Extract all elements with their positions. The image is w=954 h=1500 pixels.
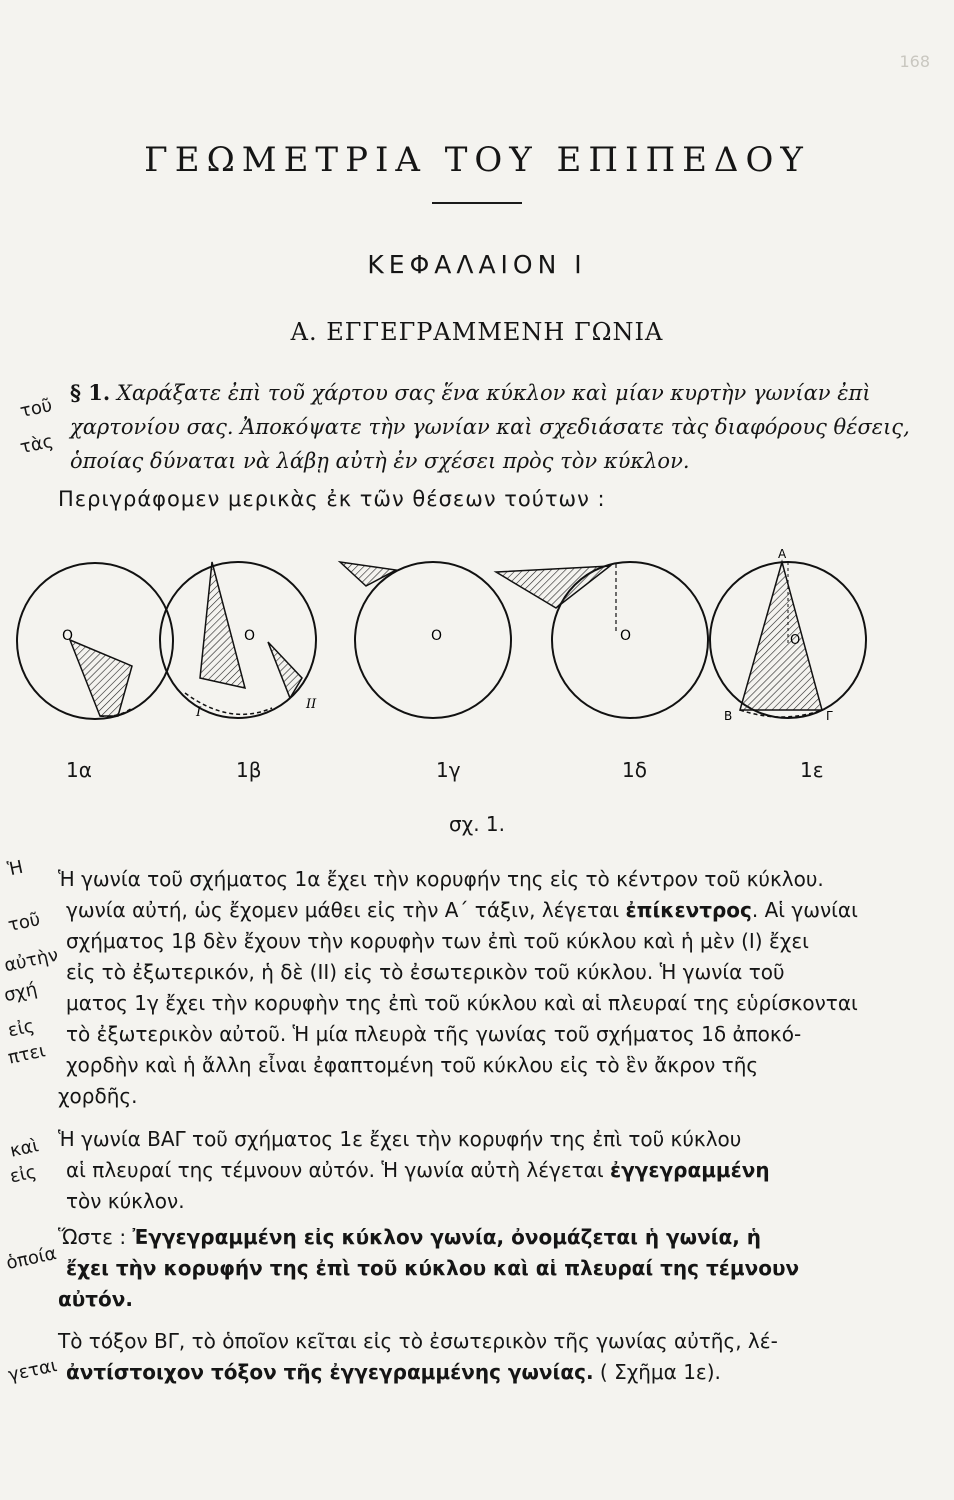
figure-1b xyxy=(160,562,317,720)
margin-word: τὰς xyxy=(18,430,56,459)
body-line-tail: ( Σχῆμα 1ε). xyxy=(593,1360,721,1384)
margin-word: πτει xyxy=(6,1040,48,1069)
margin-word: ὁποία xyxy=(4,1242,59,1275)
margin-word: τοῦ xyxy=(18,394,55,423)
body-line: ματος 1γ ἔχει τὴν κορυφὴν της ἐπὶ τοῦ κύκλου καὶ αἱ πλευραί της εὑρίσκονται xyxy=(66,991,858,1015)
margin-word: αὐτὴν xyxy=(2,944,61,977)
margin-word: εἰς xyxy=(8,1161,39,1188)
paragraph-number: § 1. xyxy=(70,380,111,405)
body-line: χορδῆς. xyxy=(58,1084,138,1108)
margin-word: σχή xyxy=(2,978,40,1007)
point-label-b: Β xyxy=(724,709,733,723)
body-line: τὸ ἐξωτερικὸν αὐτοῦ. Ἡ μία πλευρὰ τῆς γωνίας τοῦ σχήματος 1δ ἀποκό- xyxy=(66,1022,802,1046)
body-paragraph-1 xyxy=(58,864,858,1112)
body-paragraph-2 xyxy=(58,1124,858,1217)
point-label-a: Α xyxy=(778,548,787,561)
point-label-o: Ο xyxy=(790,633,801,648)
paragraph-1-line: χαρτονίου σας. Ἀποκόψατε τὴν γωνίαν καὶ σχεδιάσατε τὰς διαφόρους θέσεις, xyxy=(70,415,910,439)
figure-caption: σχ. 1. xyxy=(448,812,506,836)
section-heading: Α. ΕΓΓΕΓΡΑΜΜΕΝΗ ΓΩΝΙΑ xyxy=(290,318,664,346)
definition-line: Ἐγγεγραμμένη εἰς κύκλον γωνία, ὀνομάζεται ἡ γωνία, ἡ xyxy=(132,1225,762,1249)
body-line: Ἡ γωνία ΒΑΓ τοῦ σχήματος 1ε ἔχει τὴν κορυφήν της ἐπὶ τοῦ κύκλου xyxy=(58,1127,742,1151)
margin-word: γεται xyxy=(6,1355,59,1386)
definition-line: αὐτόν. xyxy=(58,1287,133,1311)
figure-label: 1α xyxy=(66,758,92,782)
title-divider xyxy=(432,202,522,204)
term-antistoixon: ἀντίστοιχον τόξον τῆς ἐγγεγραμμένης γωνίας. xyxy=(66,1360,594,1384)
body-line: εἰς τὸ ἐξωτερικόν, ἡ δὲ (ΙΙ) εἰς τὸ ἐσωτερικὸν τοῦ κύκλου. Ἡ γωνία τοῦ xyxy=(66,960,785,984)
margin-word: τοῦ xyxy=(6,908,43,937)
term-eggegrammeni: ἐγγεγραμμένη xyxy=(610,1158,770,1182)
body-line: αἱ πλευραί της τέμνουν αὐτόν. Ἡ γωνία αὐτὴ λέγεται xyxy=(66,1158,610,1182)
point-label-i: Ι xyxy=(196,705,202,720)
body-line: τὸν κύκλον. xyxy=(66,1189,185,1213)
body-line: Τὸ τόξον ΒΓ, τὸ ὁποῖον κεῖται εἰς τὸ ἐσωτερικὸν τῆς γωνίας αὐτῆς, λέ- xyxy=(58,1329,778,1353)
figure-circles xyxy=(0,548,954,748)
chapter-heading: ΚΕΦΑΛΑΙΟΝ Ι xyxy=(367,250,587,279)
figure-1e xyxy=(710,548,866,723)
figure-label: 1β xyxy=(236,758,262,782)
body-line: χορδὴν καὶ ἡ ἄλλη εἶναι ἐφαπτομένη τοῦ κύκλου εἰς τὸ ἓν ἄκρον τῆς xyxy=(66,1053,759,1077)
definition-lead: Ὥστε : xyxy=(58,1225,133,1249)
figure-label: 1δ xyxy=(622,758,647,782)
point-label-o: Ο xyxy=(431,628,443,644)
point-label-o: Ο xyxy=(244,628,256,644)
point-label-o: Ο xyxy=(62,628,74,644)
paragraph-1 xyxy=(70,376,910,478)
body-line: Ἡ γωνία τοῦ σχήματος 1α ἔχει τὴν κορυφήν της εἰς τὸ κέντρον τοῦ κύκλου. xyxy=(58,867,824,891)
body-line-tail: . Αἱ γωνίαι xyxy=(751,898,858,922)
definition-line: ἔχει τὴν κορυφήν της ἐπὶ τοῦ κύκλου καὶ αἱ πλευραί της τέμνουν xyxy=(66,1256,800,1280)
margin-word: εἰς xyxy=(6,1015,37,1042)
body-paragraph-4 xyxy=(58,1326,858,1388)
lead-in-text: Περιγράφομεν μερικὰς ἐκ τῶν θέσεων τούτων : xyxy=(58,487,606,511)
margin-word: Ἡ xyxy=(5,856,26,881)
point-label-ii: ΙΙ xyxy=(306,697,317,712)
paragraph-1-line: Χαράξατε ἐπὶ τοῦ χάρτου σας ἕνα κύκλον καὶ μίαν κυρτὴν γωνίαν ἐπὶ xyxy=(116,381,871,405)
page-title: ΓΕΩΜΕΤΡΙΑ ΤΟΥ ΕΠΙΠΕΔΟΥ xyxy=(144,140,810,180)
figure-1a xyxy=(17,563,173,719)
paragraph-1-line: ὁποίας δύναται νὰ λάβῃ αὐτὴ ἐν σχέσει πρὸς τὸν κύκλον. xyxy=(70,449,690,473)
body-line: σχήματος 1β δὲν ἔχουν τὴν κορυφὴν των ἐπὶ τοῦ κύκλου καὶ ἡ μὲν (Ι) ἔχει xyxy=(66,929,809,953)
body-line: γωνία αὐτή, ὡς ἔχομεν μάθει εἰς τὴν Α΄ τάξιν, λέγεται xyxy=(66,898,626,922)
point-label-g: Γ xyxy=(826,709,833,723)
figure-1c xyxy=(340,562,511,718)
definition-paragraph xyxy=(58,1222,858,1315)
figure-1d xyxy=(496,562,708,718)
figure-label: 1ε xyxy=(800,758,824,782)
point-label-o: Ο xyxy=(620,628,632,644)
margin-word: καὶ xyxy=(8,1135,41,1162)
figure-label: 1γ xyxy=(436,758,461,782)
page-number: 168 xyxy=(899,52,930,71)
term-epikentros: ἐπίκεντρος xyxy=(625,898,752,922)
